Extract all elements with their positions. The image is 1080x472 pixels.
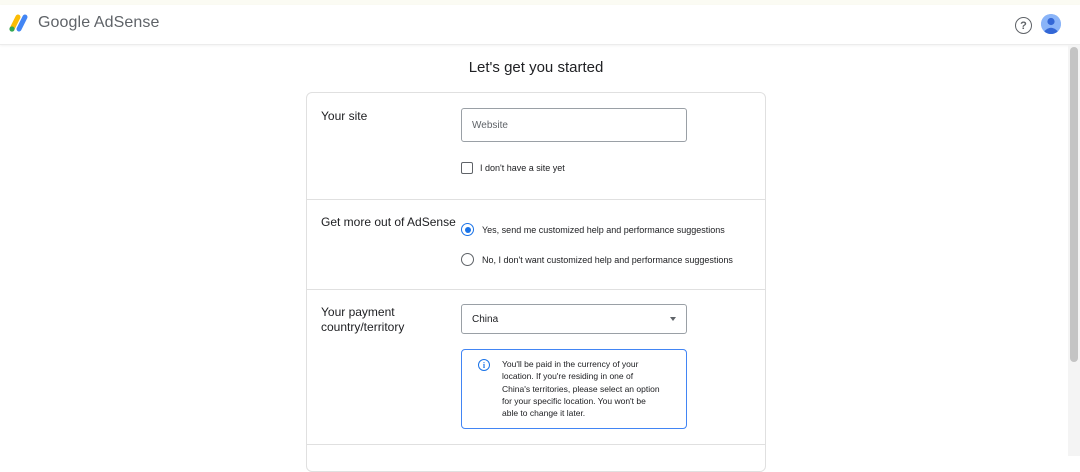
your-site-label: Your site (321, 109, 368, 123)
suggestions-yes-option[interactable] (461, 223, 725, 236)
no-site-checkbox-label: I don't have a site yet (480, 163, 565, 173)
payment-country-label-line1: Your payment (321, 305, 395, 319)
help-icon[interactable]: ? (1015, 17, 1032, 34)
info-line: location. If you're residing in one of (502, 371, 634, 382)
app-header (0, 5, 1080, 45)
suggestions-no-label: No, I don't want customized help and performance suggestions (482, 254, 733, 265)
info-icon: i (478, 359, 490, 371)
suggestions-no-option[interactable] (461, 253, 733, 266)
dropdown-caret-icon (670, 317, 676, 321)
no-site-checkbox[interactable] (461, 162, 473, 174)
info-line: China's territories, please select an option (502, 383, 660, 394)
suggestions-yes-radio[interactable] (461, 223, 474, 236)
suggestions-yes-label: Yes, send me customized help and performance suggestions (482, 224, 725, 235)
account-avatar-icon[interactable] (1041, 14, 1061, 34)
section-divider (307, 289, 765, 290)
suggestions-label: Get more out of AdSense (321, 215, 456, 229)
scrollbar-thumb[interactable] (1070, 47, 1078, 362)
page-scrollbar[interactable] (1068, 45, 1080, 456)
info-line: You'll be paid in the currency of your (502, 359, 639, 369)
signup-form-card (306, 92, 766, 472)
section-divider (307, 444, 765, 445)
website-input[interactable] (472, 120, 676, 131)
page-title: Let's get you started (468, 59, 604, 76)
website-input-box[interactable] (461, 108, 687, 142)
country-select-value: China (472, 313, 499, 325)
suggestions-no-radio[interactable] (461, 253, 474, 266)
country-select[interactable] (461, 304, 687, 334)
payment-country-label-line2: country/territory (321, 320, 405, 334)
product-name: Google AdSense (38, 14, 160, 31)
currency-info-text (502, 358, 676, 419)
section-divider (307, 199, 765, 200)
info-line: able to change it later. (502, 408, 586, 419)
adsense-logo-icon (8, 13, 30, 33)
currency-info-box (461, 349, 687, 429)
info-line: for your specific location. You won't be (502, 395, 646, 406)
payment-country-label (321, 305, 404, 335)
adsense-logo[interactable] (8, 13, 160, 33)
no-site-checkbox-row[interactable] (461, 162, 565, 174)
avatar-person-icon (1041, 14, 1061, 34)
